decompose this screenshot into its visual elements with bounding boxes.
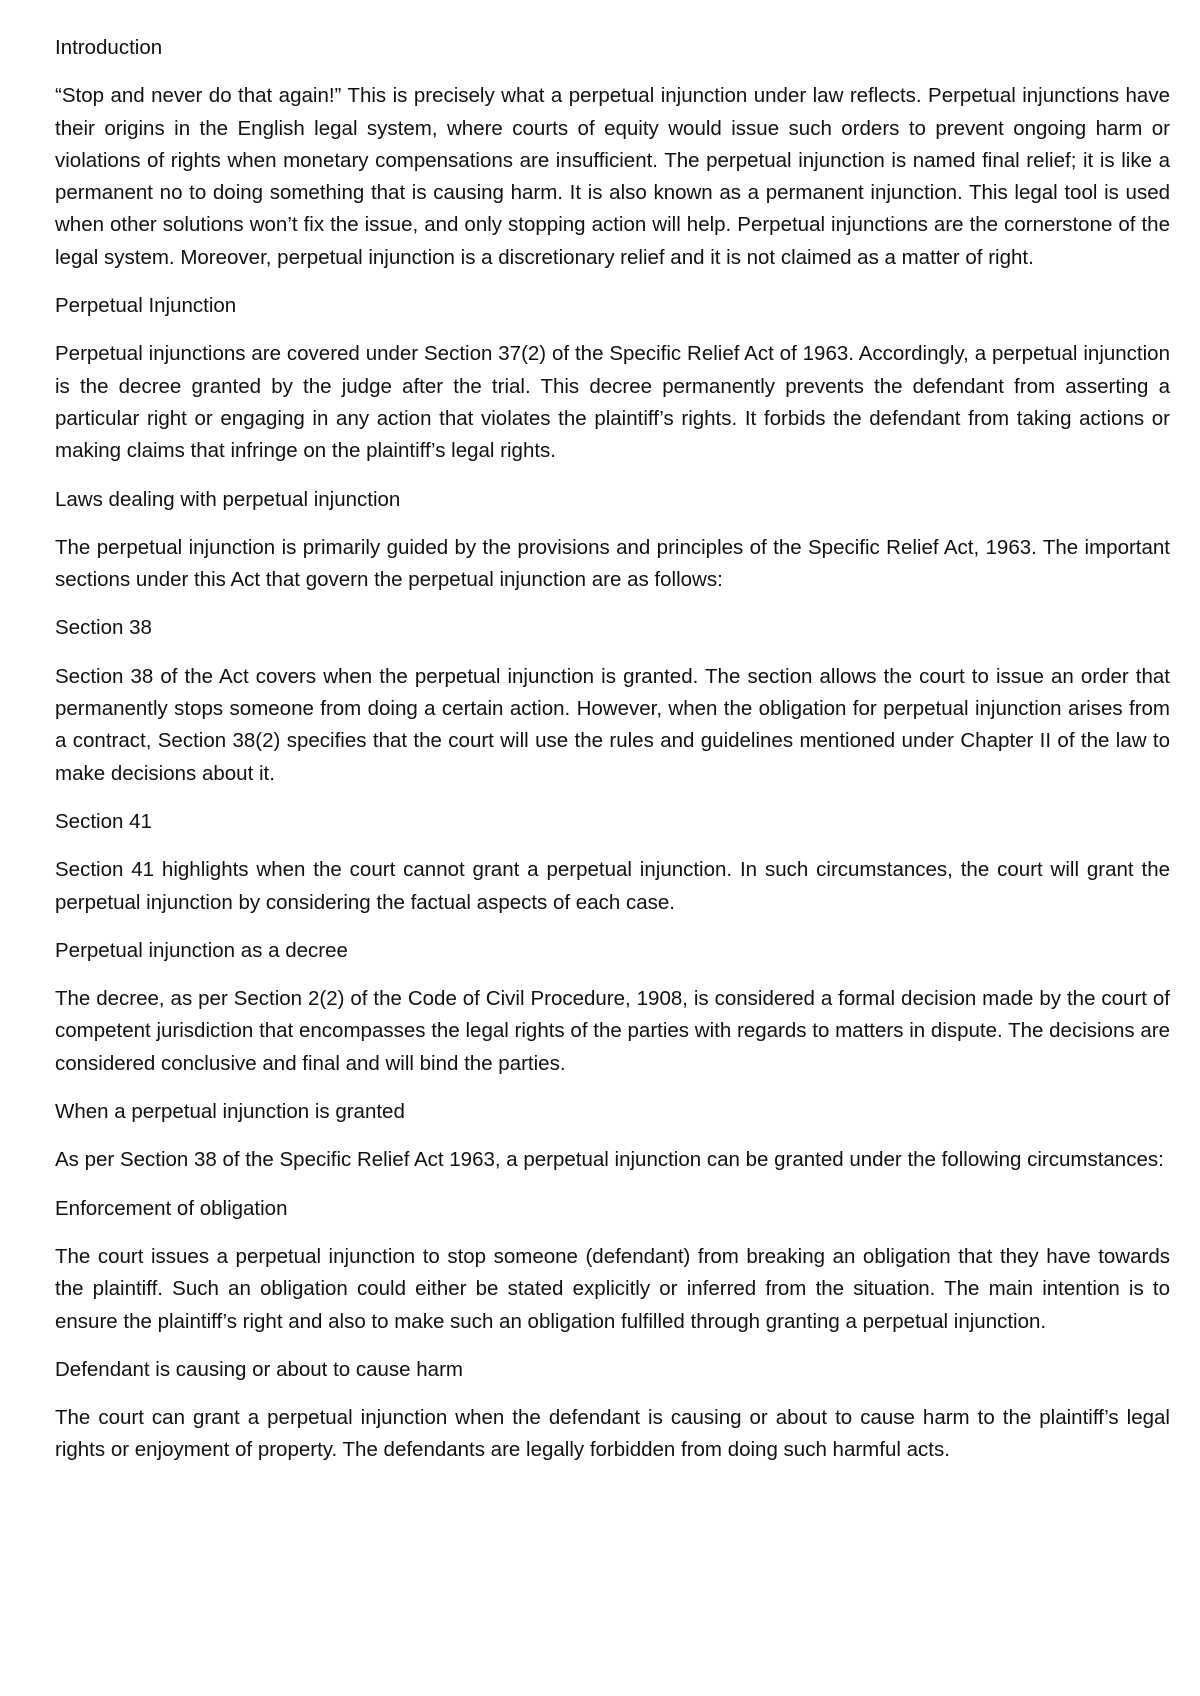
section-paragraph: Section 38 of the Act covers when the perpetual injunction is granted. The section allows the court to issue an order that permanently stops someone from doing a certain action. However, when the obligation for perpetual injunction arises from a contract, Section 38(2) specifies that the court will use the rules and guidelines mentioned under Chapter II of the law to make decisions about it. — [55, 664, 1170, 785]
section-paragraph: The perpetual injunction is primarily guided by the provisions and principles of the Specific Relief Act, 1963. The important sections under this Act that govern the perpetual injunction are as follows: — [55, 535, 1170, 592]
section-heading: Perpetual Injunction — [55, 294, 237, 318]
section-heading: Section 41 — [55, 809, 152, 833]
document-page — [55, 32, 1170, 1483]
section-paragraph: “Stop and never do that again!” This is precisely what a perpetual injunction under law reflects. Perpetual injunctions have their origins in the English legal system, where courts of equity would issue such orders to prevent ongoing harm or violations of rights when monetary compensations are insufficient. The perpetual injunction is named final relief; it is like a permanent no to doing something that is causing harm. It is also known as a permanent injunction. This legal tool is used when other solutions won’t fix the issue, and only stopping action will help. Perpetual injunctions are the cornerstone of the legal system. Moreover, perpetual injunction is a discretionary relief and it is not claimed as a matter of right. — [55, 84, 1170, 269]
section-heading: Enforcement of obligation — [55, 1196, 288, 1220]
section-paragraph: As per Section 38 of the Specific Relief Act 1963, a perpetual injunction can be granted under the following circumstances: — [55, 1148, 1164, 1172]
section-paragraph: Section 41 highlights when the court cannot grant a perpetual injunction. In such circumstances, the court will grant the perpetual injunction by considering the factual aspects of each case. — [55, 858, 1170, 914]
section-paragraph: The court issues a perpetual injunction to stop someone (defendant) from breaking an obligation that they have towards the plaintiff. Such an obligation could either be stated explicitly or inferred from the situation. The main intention is to ensure the plaintiff’s right and also to make such an obligation fulfilled through granting a perpetual injunction. — [55, 1244, 1170, 1333]
section-heading: Perpetual injunction as a decree — [55, 938, 348, 962]
section-paragraph: Perpetual injunctions are covered under Section 37(2) of the Specific Relief Act of 1963. Accordingly, a perpetual injunction is the decree granted by the judge after the trial. This decree permanently prevents the defendant from asserting a particular right or engaging in any action that violates the plaintiff’s rights. It forbids the defendant from taking actions or making claims that infringe on the plaintiff’s legal rights. — [55, 342, 1170, 463]
section-heading: When a perpetual injunction is granted — [55, 1100, 405, 1124]
section-paragraph: The decree, as per Section 2(2) of the Code of Civil Procedure, 1908, is considered a formal decision made by the court of competent jurisdiction that encompasses the legal rights of the parties with regards to matters in dispute. The decisions are considered conclusive and final and will bind the parties. — [55, 987, 1170, 1075]
section-heading: Section 38 — [55, 616, 152, 640]
section-heading: Introduction — [55, 36, 163, 59]
section-heading: Laws dealing with perpetual injunction — [55, 487, 401, 511]
section-heading: Defendant is causing or about to cause harm — [55, 1357, 463, 1381]
section-paragraph: The court can grant a perpetual injunction when the defendant is causing or about to cause harm to the plaintiff’s legal rights or enjoyment of property. The defendants are legally forbidden from doing such harmful acts. — [55, 1406, 1170, 1462]
